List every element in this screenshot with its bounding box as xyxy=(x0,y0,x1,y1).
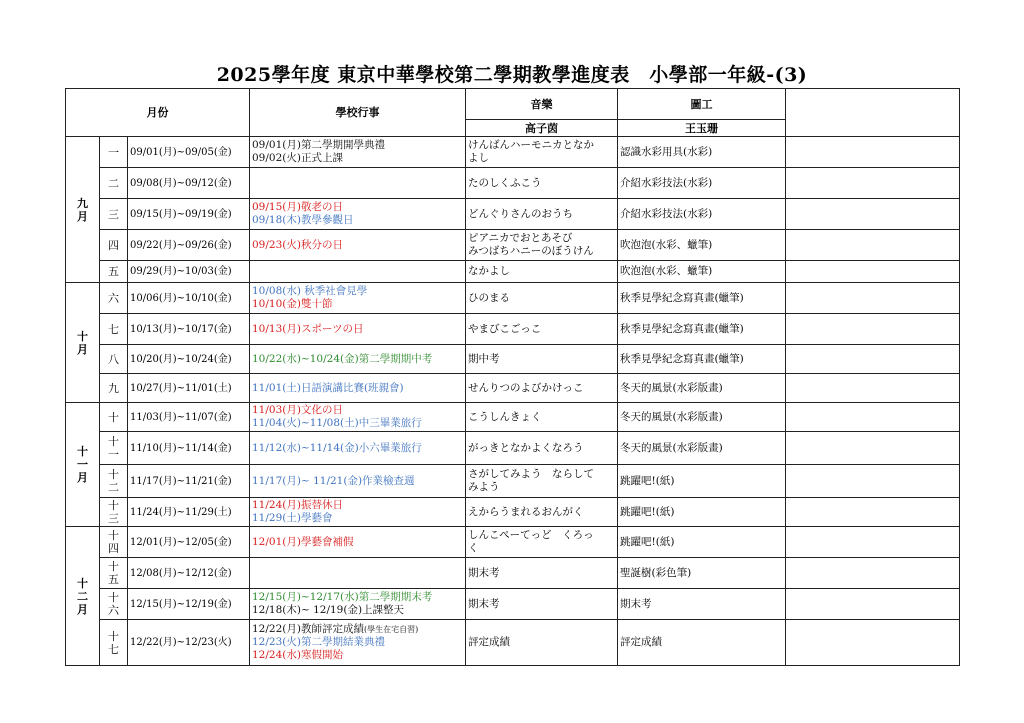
week-number: 五 xyxy=(100,261,128,283)
empty-cell xyxy=(786,314,960,345)
event-item: 09/23(火)秋分の日 xyxy=(252,238,343,251)
table-row xyxy=(66,465,960,498)
week-number: 十 四 xyxy=(100,527,128,558)
art-topic: 冬天的風景(水彩版畫) xyxy=(618,374,786,403)
table-row xyxy=(66,230,960,261)
event-item: 12/24(水)寒假開始 xyxy=(252,649,343,661)
week-number: 十 五 xyxy=(100,558,128,589)
week-number: 十 xyxy=(100,403,128,432)
week-number: 三 xyxy=(100,199,128,230)
table-row xyxy=(66,432,960,465)
music-topic: どんぐりさんのおうち xyxy=(466,199,618,230)
table-row xyxy=(66,589,960,620)
table-row xyxy=(66,345,960,374)
header-subject-music: 音樂 xyxy=(466,89,618,120)
event-item: 10/22(水)~10/24(金)第二學期期中考 xyxy=(252,352,433,365)
empty-cell xyxy=(786,432,960,465)
schedule-table xyxy=(65,88,960,666)
art-topic: 跳躍吧!(紙) xyxy=(618,498,786,527)
empty-cell xyxy=(786,230,960,261)
table-row xyxy=(66,261,960,283)
empty-cell xyxy=(786,374,960,403)
event-note: (學生在宅自習) xyxy=(363,625,419,634)
event-item: 12/15(月)~12/17(水)第二學期期末考 xyxy=(252,591,433,603)
week-date-range: 09/15(月)~09/19(金) xyxy=(128,199,250,230)
table-row xyxy=(66,283,960,314)
event-item: 10/08(水) 秋季社會見學 xyxy=(252,285,368,297)
week-date-range: 10/13(月)~10/17(金) xyxy=(128,314,250,345)
music-topic: えからうまれるおんがく xyxy=(466,498,618,527)
header-teacher-art: 王玉珊 xyxy=(618,120,786,137)
school-events xyxy=(250,230,466,261)
music-topic: 評定成績 xyxy=(466,620,618,666)
empty-cell xyxy=(786,498,960,527)
event-item: 11/12(水)~11/14(金)小六畢業旅行 xyxy=(252,441,422,454)
event-item: 10/10(金)雙十節 xyxy=(252,298,333,310)
school-events xyxy=(250,403,466,432)
art-topic: 聖誕樹(彩色筆) xyxy=(618,558,786,589)
table-row xyxy=(66,558,960,589)
table-row xyxy=(66,527,960,558)
event-item: 12/23(火)第二學期結業典禮 xyxy=(252,636,385,648)
music-topic: 期末考 xyxy=(466,589,618,620)
month-cell: 十 二 月 xyxy=(66,527,100,666)
table-row xyxy=(66,374,960,403)
week-date-range: 09/29(月)~10/03(金) xyxy=(128,261,250,283)
event-item: 11/03(月)文化の日 xyxy=(252,404,343,416)
music-topic: ひのまる xyxy=(466,283,618,314)
art-topic: 評定成績 xyxy=(618,620,786,666)
school-events xyxy=(250,168,466,199)
school-events xyxy=(250,199,466,230)
week-number: 十 六 xyxy=(100,589,128,620)
music-topic: なかよし xyxy=(466,261,618,283)
week-date-range: 11/24(月)~11/29(土) xyxy=(128,498,250,527)
header-month: 月份 xyxy=(66,89,250,137)
week-date-range: 10/20(月)~10/24(金) xyxy=(128,345,250,374)
week-date-range: 09/01(月)~09/05(金) xyxy=(128,137,250,168)
event-item: 09/18(木)教學參觀日 xyxy=(252,214,354,226)
week-number: 六 xyxy=(100,283,128,314)
empty-cell xyxy=(786,558,960,589)
music-topic: こうしんきょく xyxy=(466,403,618,432)
week-date-range: 12/22(月)~12/23(火) xyxy=(128,620,250,666)
art-topic: 介紹水彩技法(水彩) xyxy=(618,168,786,199)
school-events xyxy=(250,374,466,403)
school-events xyxy=(250,527,466,558)
art-topic: 認識水彩用具(水彩) xyxy=(618,137,786,168)
empty-cell xyxy=(786,283,960,314)
event-item: 11/01(土)日語演講比賽(班親會) xyxy=(252,381,404,394)
empty-cell xyxy=(786,465,960,498)
empty-cell xyxy=(786,403,960,432)
music-topic: やまびこごっこ xyxy=(466,314,618,345)
month-cell: 十 一 月 xyxy=(66,403,100,527)
empty-cell xyxy=(786,527,960,558)
event-item: 12/22(月)教師評定成績(學生在宅自習) xyxy=(252,623,419,635)
table-row xyxy=(66,137,960,168)
week-date-range: 10/06(月)~10/10(金) xyxy=(128,283,250,314)
week-date-range: 11/10(月)~11/14(金) xyxy=(128,432,250,465)
music-topic: 期末考 xyxy=(466,558,618,589)
week-date-range: 12/08(月)~12/12(金) xyxy=(128,558,250,589)
table-row xyxy=(66,199,960,230)
table-row xyxy=(66,620,960,666)
header-teacher-music: 高子茵 xyxy=(466,120,618,137)
school-events xyxy=(250,283,466,314)
week-date-range: 11/17(月)~11/21(金) xyxy=(128,465,250,498)
art-topic: 介紹水彩技法(水彩) xyxy=(618,199,786,230)
school-events xyxy=(250,465,466,498)
week-date-range: 09/22(月)~09/26(金) xyxy=(128,230,250,261)
week-number: 二 xyxy=(100,168,128,199)
empty-cell xyxy=(786,345,960,374)
art-topic: 冬天的風景(水彩版畫) xyxy=(618,432,786,465)
music-topic: 期中考 xyxy=(466,345,618,374)
header-empty xyxy=(786,89,960,137)
school-events xyxy=(250,137,466,168)
event-item: 10/13(月)スポーツの日 xyxy=(252,322,364,335)
event-item: 09/01(月)第二學期開學典禮 xyxy=(252,139,385,151)
week-date-range: 12/01(月)~12/05(金) xyxy=(128,527,250,558)
empty-cell xyxy=(786,137,960,168)
art-topic: 吹泡泡(水彩、蠟筆) xyxy=(618,261,786,283)
table-row xyxy=(66,168,960,199)
event-item: 09/02(火)正式上課 xyxy=(252,152,343,164)
art-topic: 秋季見學紀念寫真畫(蠟筆) xyxy=(618,345,786,374)
school-events xyxy=(250,314,466,345)
empty-cell xyxy=(786,589,960,620)
music-topic: さがしてみよう ならして みよう xyxy=(466,465,618,498)
month-cell: 十 月 xyxy=(66,283,100,403)
empty-cell xyxy=(786,168,960,199)
empty-cell xyxy=(786,261,960,283)
school-events xyxy=(250,498,466,527)
school-events xyxy=(250,345,466,374)
week-date-range: 10/27(月)~11/01(土) xyxy=(128,374,250,403)
art-topic: 秋季見學紀念寫真畫(蠟筆) xyxy=(618,314,786,345)
header-subject-art: 圖工 xyxy=(618,89,786,120)
table-row xyxy=(66,314,960,345)
art-topic: 跳躍吧!(紙) xyxy=(618,465,786,498)
school-events xyxy=(250,432,466,465)
table-row xyxy=(66,498,960,527)
event-item: 12/01(月)學藝會補假 xyxy=(252,535,354,548)
art-topic: 秋季見學紀念寫真畫(蠟筆) xyxy=(618,283,786,314)
month-cell: 九 月 xyxy=(66,137,100,283)
event-item: 11/24(月)振替休日 xyxy=(252,499,343,511)
music-topic: せんりつのよびかけっこ xyxy=(466,374,618,403)
event-item: 11/29(土)學藝會 xyxy=(252,512,333,524)
week-date-range: 12/15(月)~12/19(金) xyxy=(128,589,250,620)
event-item: 09/15(月)敬老の日 xyxy=(252,201,343,213)
week-number: 七 xyxy=(100,314,128,345)
art-topic: 跳躍吧!(紙) xyxy=(618,527,786,558)
music-topic: しんこぺーてっど くろっ く xyxy=(466,527,618,558)
week-number: 一 xyxy=(100,137,128,168)
music-topic: がっきとなかよくなろう xyxy=(466,432,618,465)
event-item: 11/17(月)~ 11/21(金)作業檢查週 xyxy=(252,474,415,487)
school-events xyxy=(250,589,466,620)
event-item: 11/04(火)~11/08(土)中三畢業旅行 xyxy=(252,417,422,429)
music-topic: けんばんハーモニカとなか よし xyxy=(466,137,618,168)
empty-cell xyxy=(786,620,960,666)
week-number: 九 xyxy=(100,374,128,403)
week-number: 十 一 xyxy=(100,432,128,465)
page-title: 2025學年度 東京中華學校第二學期教學進度表 小學部一年級-(3) xyxy=(216,64,808,86)
school-events xyxy=(250,558,466,589)
art-topic: 冬天的風景(水彩版畫) xyxy=(618,403,786,432)
week-number: 十 三 xyxy=(100,498,128,527)
week-number: 十 七 xyxy=(100,620,128,666)
week-number: 十 二 xyxy=(100,465,128,498)
art-topic: 吹泡泡(水彩、蠟筆) xyxy=(618,230,786,261)
event-item: 12/18(木)~ 12/19(金)上課整天 xyxy=(252,604,405,616)
school-events xyxy=(250,261,466,283)
empty-cell xyxy=(786,199,960,230)
art-topic: 期末考 xyxy=(618,589,786,620)
week-date-range: 11/03(月)~11/07(金) xyxy=(128,403,250,432)
week-number: 四 xyxy=(100,230,128,261)
music-topic: ピアニカでおとあそび みつばちハニーのぼうけん xyxy=(466,230,618,261)
header-events: 學校行事 xyxy=(250,89,466,137)
music-topic: たのしくふこう xyxy=(466,168,618,199)
school-events xyxy=(250,620,466,666)
week-date-range: 09/08(月)~09/12(金) xyxy=(128,168,250,199)
table-row xyxy=(66,403,960,432)
week-number: 八 xyxy=(100,345,128,374)
